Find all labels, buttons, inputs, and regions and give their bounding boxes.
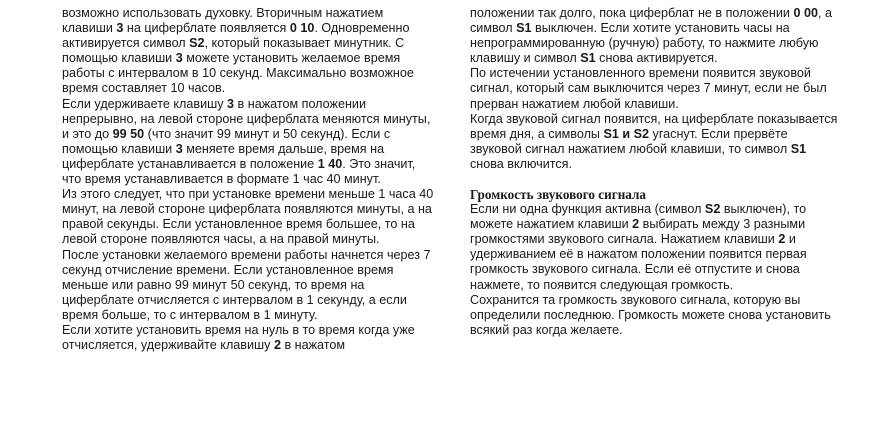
text-run: Если ни одна функция активна (символ [470, 202, 705, 217]
text-run: Если удерживаете клавишу [62, 96, 228, 111]
bold-text: 2 [273, 338, 281, 353]
text-run: , который показывает минутник. С помощью клавиши [62, 36, 405, 66]
text-run: меняете время дальше, время на циферблате устанавливается в положение [62, 141, 385, 171]
text-run: После установки желаемого времени работы начнется через 7 секунд отчисление времени. Если установленное время меньше или равно 99 минут 50 секунд, то время на циферблате отчисляется с интервалом в 1 секунду, а если время больше, то с интервалом в 1 минуту. [62, 247, 431, 322]
paragraph [470, 202, 842, 293]
text-run: возможно использовать духовку. Вторичным нажатием клавиши [62, 6, 384, 36]
bold-text: 0 10 [289, 21, 315, 36]
bold-text: 3 [116, 21, 124, 36]
text-run: выбирать между 3 разными громкостями звукового сигнала. Нажатием клавиши [470, 217, 806, 247]
bold-text: 1 40 [317, 156, 343, 171]
paragraph [62, 187, 437, 247]
text-run: (что значит 99 минут и 50 секунд). Если с помощью клавиши [62, 126, 391, 156]
bold-text: S2 [189, 36, 205, 51]
text-run: можете установить желаемое время работы с интервалом в 10 секунд. Максимально возможное время составляет 10 часов. [62, 51, 414, 96]
text-run: . Это значит, что время устанавливается в формате 1 час 40 минут. [62, 156, 416, 187]
section-heading-volume: Громкость звукового сигнала [470, 187, 647, 203]
paragraph [62, 97, 437, 188]
text-run: в нажатом [280, 338, 346, 353]
bold-text: 0 00 [793, 6, 818, 20]
text-run: снова активируется. [595, 51, 718, 66]
right-paragraphs-top [470, 6, 842, 172]
paragraph [62, 248, 437, 323]
bold-text: S2 [633, 126, 650, 141]
bold-text: S1 [790, 141, 807, 156]
bold-text: S1 [516, 21, 532, 36]
left-paragraphs [62, 6, 437, 353]
text-run: Если хотите установить время на нуль в то время когда уже отчисляется, удерживайте клавишу [62, 322, 415, 353]
text-run: снова включится. [470, 156, 573, 171]
paragraph [62, 6, 437, 97]
bold-text: S2 [704, 202, 721, 217]
paragraph [470, 293, 842, 338]
text-run: Когда звуковой сигнал появится, на циферблате показывается время дня, а символы [470, 111, 838, 141]
text-run: Из этого следует, что при установке времени меньше 1 часа 40 минут, на левой стороне циферблата появляются минуты, а на правой секунды. Если установленное время большее, то на левой стороне появляются часы, а на правой минуты. [62, 187, 434, 247]
bold-text: 99 50 [112, 126, 145, 141]
paragraph [62, 323, 437, 353]
bold-text: 3 [175, 51, 183, 66]
bold-text: 3 [175, 141, 183, 156]
text-run: Сохранится та громкость звукового сигнала, которую вы определили последнюю. Громкость можете снова установить всякий раз когда желаете. [470, 292, 831, 337]
text-run: в нажатом положении непрерывно, на левой стороне циферблата меняются минуты, и это до [62, 96, 431, 141]
text-run: положении так долго, пока циферблат не в положении [470, 6, 794, 20]
text-run: , а символ [470, 6, 832, 36]
bold-text: и [622, 126, 631, 141]
text-run: на циферблате появляется [123, 21, 290, 36]
bold-text: 3 [227, 96, 235, 111]
text-run: и удерживанием её в нажатом положении появится первая громкость звукового сигнала. Если её отпустите и снова нажмете, то появится следующая громкость. [470, 232, 807, 292]
right-paragraphs-bottom [470, 202, 842, 338]
bold-text: S1 [580, 51, 596, 66]
bold-text: S1 [603, 126, 619, 141]
bold-text: 2 [632, 217, 640, 232]
left-text-column [62, 6, 437, 353]
paragraph [470, 6, 842, 66]
text-run: По истечении установленного времени появится звуковой сигнал, который сам выключится через 7 минут, если не был прерван нажатием любой клавиши. [470, 66, 827, 111]
bold-text: 2 [778, 232, 786, 247]
text-run: угаснут. Если прервёте звуковой сигнал нажатием любой клавиши, то символ [470, 126, 791, 156]
text-run: . Одновременно активируется символ [62, 21, 410, 51]
text-run: выключен. Если хотите установить часы на непрограммированную (ручную) работу, то нажмите любую клавишу и символ [470, 21, 819, 66]
right-text-column [470, 6, 842, 338]
text-run: выключен), то можете нажатием клавиши [470, 202, 807, 232]
paragraph [470, 112, 842, 172]
paragraph [470, 66, 842, 111]
